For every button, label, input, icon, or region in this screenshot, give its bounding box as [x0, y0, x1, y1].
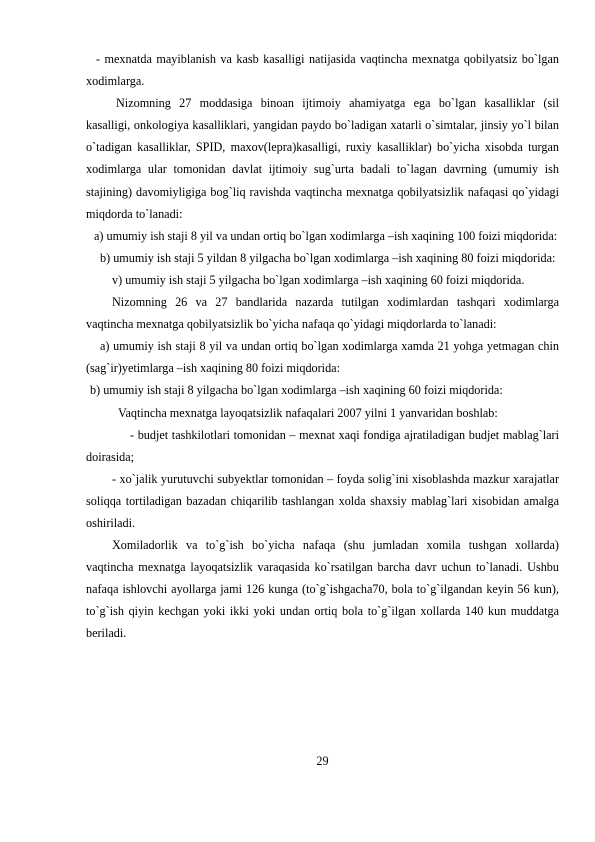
- paragraph-injury-clause: - mexnatda mayiblanish va kasb kasalligi natijasida vaqtincha mexnatga qobilyatsiz bo`lgan xodimlarga.: [86, 52, 559, 89]
- paragraph-item-b-60: b) umumiy ish staji 8 yilgacha bo`lgan xodimlarga –ish xaqining 60 foizi miqdorida:: [90, 383, 503, 398]
- paragraph-from-2007: Vaqtincha mexnatga layoqatsizlik nafaqalari 2007 yilni 1 yanvaridan boshlab:: [118, 405, 498, 420]
- paragraph-item-v-60: v) umumiy ish staji 5 yilgacha bo`lgan xodimlarga –ish xaqining 60 foizi miqdorida.: [112, 272, 525, 287]
- page-number: 29: [316, 754, 329, 768]
- paragraph-budget-orgs: - budjet tashkilotlari tomonidan – mexnat xaqi fondiga ajratiladigan budjet mablag`lari doirasida;: [86, 427, 559, 464]
- paragraph-articles-26-27: Nizomning 26 va 27 bandlarida nazarda tutilgan xodimlardan tashqari xodimlarga vaqtincha mexnatga qobilyatsizlik bo`yicha nafaqa qo`yidagi miqdorlarda to`lanadi:: [86, 295, 559, 332]
- paragraph-item-b-80: b) umumiy ish staji 5 yildan 8 yilgacha bo`lgan xodimlarga –ish xaqining 80 foizi miqdorida:: [100, 250, 556, 265]
- paragraph-item-a-80: a) umumiy ish staji 8 yil va undan ortiq bo`lgan xodimlarga xamda 21 yohga yetmagan chin (sag`ir)yetimlarga –ish xaqining 80 foizi miqdorida:: [86, 339, 559, 376]
- document-page: [86, 48, 559, 645]
- paragraph-item-a-100: a) umumiy ish staji 8 yil va undan ortiq bo`lgan xodimlarga –ish xaqining 100 foizi miqdorida:: [94, 228, 558, 243]
- paragraph-business-entities: - xo`jalik yurutuvchi subyektlar tomonidan – foyda solig`ini xisoblashda mazkur xarajatlar soliqqa tortiladigan bazadan chiqarilib tashlangan xolda shaxsiy mablag`lari xisobidan amalga oshiriladi.: [86, 471, 559, 530]
- paragraph-maternity-benefit: Xomiladorlik va to`g`ish bo`yicha nafaqa (shu jumladan xomila tushgan xollarda) vaqtincha mexnatga layoqatsizlik varaqasida ko`rsatilgan barcha davr uchun to`lanadi. Ushbu nafaqa ishlovchi ayollarga jami 126 kunga (to`g`ishgacha70, bola to`g`ilgandan keyin 56 kun), to`g`ish qiyin kechgan yoki ikki yoki undan ortiq bola to`g`ilgan xollarda 140 kun muddatga beriladi.: [86, 538, 559, 641]
- paragraph-article-27: Nizomning 27 moddasiga binoan ijtimoiy ahamiyatga ega bo`lgan kasalliklar (sil kasalligi, onkologiya kasalliklari, yangidan paydo bo`ladigan xatarli o`simtalar, jinsiy yo`l bilan o`tadigan kasalliklar, SPID, maxov(lepra)kasalligi, ruxiy kasalliklar) bo`yicha xisobda turgan xodimlarga ular tomonidan davlat ijtimoiy sug`urta badali to`lagan davrning (umumiy ish stajining) davomiyligiga bog`liq ravishda vaqtincha mexnatga qobilyatsizlik nafaqasi qo`yidagi miqdorda to`lanadi:: [86, 96, 559, 221]
